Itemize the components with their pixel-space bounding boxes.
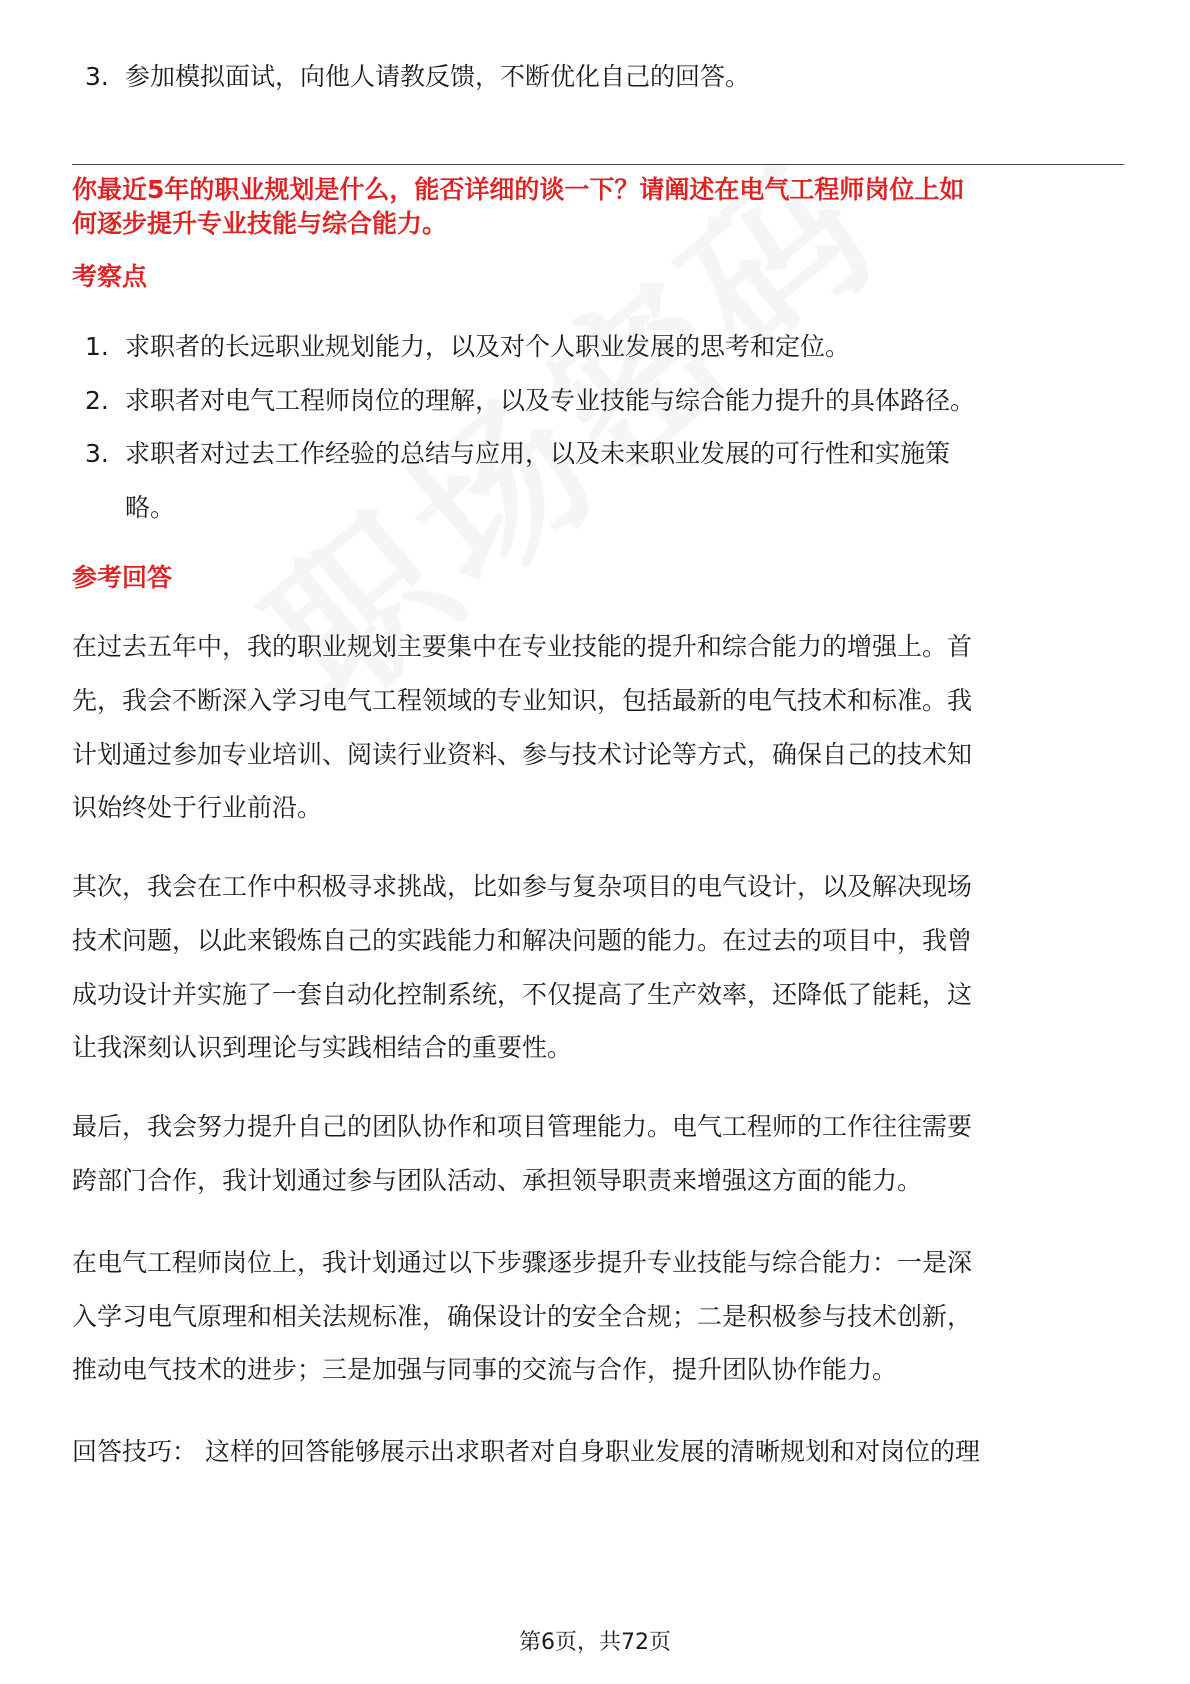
answer-p1-line: 计划通过参加专业培训、阅读行业资料、参与技术讨论等方式，确保自己的技术知 [72, 740, 973, 769]
point-item-3 [85, 425, 950, 483]
answer-p2-line: 其次，我会在工作中积极寻求挑战，比如参与复杂项目的电气设计，以及解决现场 [72, 872, 973, 901]
prev-list-item [85, 48, 750, 106]
answer-p1-line: 先，我会不断深入学习电气工程领域的专业知识，包括最新的电气技术和标准。我 [72, 686, 973, 715]
answer-title: 参考回答 [72, 563, 173, 592]
list-number: 3. [85, 439, 109, 468]
question-line-2: 何逐步提升专业技能与综合能力。 [72, 209, 448, 238]
answer-p2-line: 技术问题，以此来锻炼自己的实践能力和解决问题的能力。在过去的项目中，我曾 [72, 926, 973, 955]
question-line-1: 你最近5年的职业规划是什么，能否详细的谈一下？请阐述在电气工程师岗位上如 [72, 175, 965, 204]
point-item-3-continued: 略。 [125, 493, 176, 522]
answer-p1-line: 识始终处于行业前沿。 [72, 793, 323, 822]
list-number: 2. [85, 386, 109, 415]
list-text: 求职者的长远职业规划能力，以及对个人职业发展的思考和定位。 [125, 332, 851, 361]
answer-p4-line: 在电气工程师岗位上，我计划通过以下步骤逐步提升专业技能与综合能力：一是深 [72, 1248, 973, 1277]
answer-tips: 回答技巧： 这样的回答能够展示出求职者对自身职业发展的清晰规划和对岗位的理 [72, 1437, 980, 1466]
list-text: 参加模拟面试，向他人请教反馈，不断优化自己的回答。 [125, 62, 751, 91]
answer-p3-line: 最后，我会努力提升自己的团队协作和项目管理能力。电气工程师的工作往往需要 [72, 1112, 973, 1141]
points-title: 考察点 [72, 262, 148, 291]
answer-p1-line: 在过去五年中，我的职业规划主要集中在专业技能的提升和综合能力的增强上。首 [72, 632, 973, 661]
answer-p2-line: 成功设计并实施了一套自动化控制系统，不仅提高了生产效率，还降低了能耗，这 [72, 980, 973, 1009]
answer-p3-line: 跨部门合作，我计划通过参与团队活动、承担领导职责来增强这方面的能力。 [72, 1166, 923, 1195]
list-number: 1. [85, 332, 109, 361]
answer-p4-line: 入学习电气原理和相关法规标准，确保设计的安全合规；二是积极参与技术创新， [72, 1302, 973, 1331]
list-text: 求职者对过去工作经验的总结与应用，以及未来职业发展的可行性和实施策 [125, 439, 951, 468]
point-item-1 [85, 318, 850, 376]
point-item-2 [85, 372, 975, 430]
list-text: 求职者对电气工程师岗位的理解，以及专业技能与综合能力提升的具体路径。 [125, 386, 976, 415]
section-divider [72, 164, 1124, 165]
answer-p4-line: 推动电气技术的进步；三是加强与同事的交流与合作，提升团队协作能力。 [72, 1355, 898, 1384]
list-number: 3. [85, 62, 109, 91]
answer-p2-line: 让我深刻认识到理论与实践相结合的重要性。 [72, 1033, 573, 1062]
page-number: 第6页，共72页 [519, 1630, 671, 1655]
